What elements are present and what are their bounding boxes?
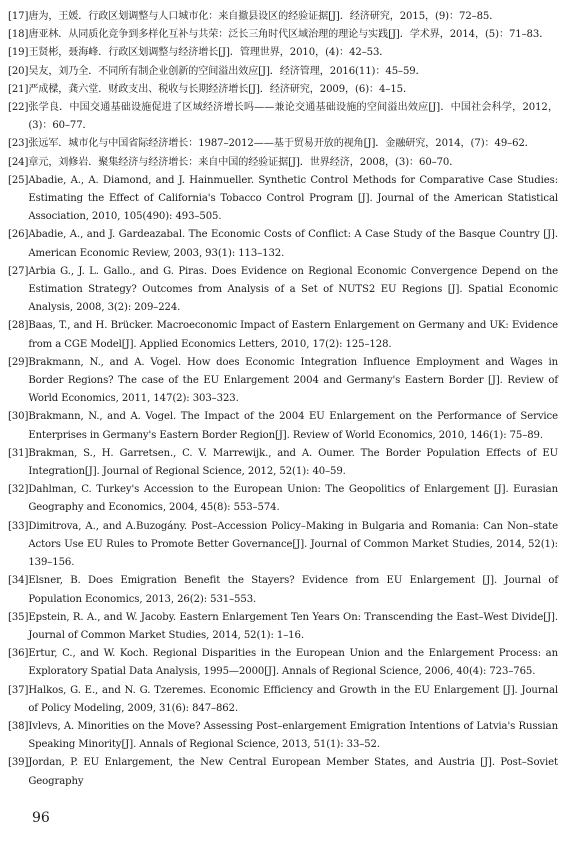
reference-text: 吴友，刘乃全．不同所有制企业创新的空间溢出效应[J]．经济管理，2016(11)：45–59． [28,65,426,77]
reference-text: Baas, T., and H. Brücker. Macroeconomic Impact of Eastern Enlargement on Germany and UK: Evidence from a CGE Model[J]. Applied Economics Letters, 2010, 17(2): 125–128. [28,320,558,350]
reference-item [8,572,558,608]
reference-number: [17] [8,11,29,22]
reference-item [8,354,558,409]
reference-text: Elsner, B. Does Emigration Benefit the Stayers? Evidence from EU Enlargement [J]. Journal of Population Economics, 2013, 26(2): 531–553. [28,575,558,605]
reference-text: 张学良．中国交通基础设施促进了区域经济增长吗——兼论交通基础设施的空间溢出效应[J]．中国社会科学，2012，(3)：60–77． [28,102,558,132]
reference-item [8,226,558,262]
reference-text: Brakmann, N., and A. Vogel. How does Economic Integration Influence Employment and Wages in Border Regions? The case of the EU Enlargement 2004 and Germany's Eastern Border [J]. Review of World Economics, 2011, 147(2): 303–323. [28,356,558,405]
reference-number: [33] [8,520,29,532]
reference-item [8,754,558,790]
reference-item [8,682,558,718]
reference-text: Arbia G., J. L. Gallo., and G. Piras. Does Evidence on Regional Economic Convergence Depend on the Estimation Strategy? Outcomes from Analysis of a Set of NUTS2 EU Regions [J]. Spatial Economic Analysis, 2008, 3(2): 209–224. [28,265,558,314]
reference-text: Epstein, R. A., and W. Jacoby. Eastern Enlargement Ten Years On: Transcending the East–West Divide[J]. Journal of Common Market Studies, 2014, 52(1): 1–16. [28,611,558,641]
reference-text: 严成樑，龚六堂．财政支出、税收与长期经济增长[J]．经济研究，2009，(6)：4–15． [28,83,413,95]
reference-number: [22] [8,102,29,114]
reference-number: [20] [8,65,29,77]
reference-item [8,99,558,135]
reference-number: [35] [8,611,29,623]
reference-list [8,8,558,791]
reference-number: [32] [8,484,29,496]
reference-number: [26] [8,229,29,241]
reference-number: [27] [8,265,29,277]
reference-item [8,718,558,754]
reference-number: [37] [8,684,29,696]
reference-number: [39] [8,757,29,769]
reference-text: Dahlman, C. Turkey's Accession to the European Union: The Geopolitics of Enlargement [J]. Eurasian Geography and Economics, 2004, 45(8): 553–574. [28,484,558,514]
reference-text: Halkos, G. E., and N. G. Tzeremes. Economic Efficiency and Growth in the EU Enlargement [J]. Journal of Policy Modeling, 2009, 31(6): 847–862. [28,684,558,714]
reference-item [8,172,558,227]
reference-number: [38] [8,720,29,732]
reference-number: [18] [8,29,29,41]
reference-number: [25] [8,174,29,186]
reference-number: [34] [8,575,29,587]
reference-number: [28] [8,320,29,332]
reference-text: 唐为，王媛．行政区划调整与人口城市化：来自撤县设区的经验证据[J]．经济研究，2015，(9)：72–85． [28,11,500,22]
reference-text: 张远军．城市化与中国省际经济增长：1987–2012——基于贸易开放的视角[J]．金融研究，2014，(7)：49–62． [28,138,535,150]
reference-item [8,445,558,481]
reference-item [8,81,558,99]
reference-text: Jordan, P. EU Enlargement, the New Central European Member States, and Austria [J]. Post–Soviet Geography [28,757,558,787]
reference-text: Dimitrova, A., and A.Buzogány. Post–Accession Policy–Making in Bulgaria and Romania: Can Non–state Actors Use EU Rules to Promote Better Governance[J]. Journal of Common Market Studies, 2014, 52(1): 139–156. [28,520,558,569]
reference-item [8,44,558,62]
reference-text: 唐亚林．从同质化竞争到多样化互补与共荣：泛长三角时代区域治理的理论与实践[J]．学术界，2014，(5)：71–83． [28,29,550,41]
reference-number: [21] [8,83,29,95]
reference-item [8,317,558,353]
reference-item [8,645,558,681]
reference-number: [31] [8,447,29,459]
reference-text: Brakman, S., H. Garretsen., C. V. Marrewijk., and A. Oumer. The Border Population Effects of EU Integration[J]. Journal of Regional Science, 2012, 52(1): 40–59. [28,447,558,478]
reference-text: Ivlevs, A. Minorities on the Move? Assessing Post–enlargement Emigration Intentions of Latvia's Russian Speaking Minority[J]. Annals of Regional Science, 2013, 51(1): 33–52. [28,720,558,751]
reference-item [8,518,558,573]
reference-text: 王贤彬，聂海峰．行政区划调整与经济增长[J]．管理世界，2010，(4)：42–53． [28,47,390,59]
reference-item [8,8,558,26]
reference-item [8,26,558,44]
reference-text: Abadie, A., and J. Gardeazabal. The Economic Costs of Conflict: A Case Study of the Basque Country [J]. American Economic Review, 2003, 93(1): 113–132. [28,229,558,259]
reference-text: Ertur, C., and W. Koch. Regional Disparities in the European Union and the Enlargement Process: an Exploratory Spatial Data Analysis, 1995—2000[J]. Annals of Regional Science, 2006, 40(4): 723–765. [28,648,558,678]
reference-number: [23] [8,138,29,150]
reference-number: [29] [8,356,29,368]
reference-text: 章元，刘修岩．聚集经济与经济增长：来自中国的经验证据[J]．世界经济，2008，(3)：60–70． [28,156,460,168]
reference-text: Abadie, A., A. Diamond, and J. Hainmueller. Synthetic Control Methods for Comparative Case Studies: Estimating the Effect of California's Tobacco Control Program [J]. Journal of the American Statistical Association, 2010, 105(490): 493–505. [28,174,558,223]
reference-item [8,408,558,444]
page-number: 96 [32,810,50,826]
reference-number: [30] [8,411,29,423]
reference-number: [19] [8,47,29,59]
reference-item [8,135,558,153]
reference-item [8,63,558,81]
reference-item [8,481,558,517]
reference-item [8,609,558,645]
reference-text: Brakmann, N., and A. Vogel. The Impact of the 2004 EU Enlargement on the Performance of Service Enterprises in Germany's Eastern Border Region[J]. Review of World Economics, 2010, 146(1): 75–89. [28,411,558,441]
reference-item [8,263,558,318]
reference-number: [36] [8,648,29,660]
reference-number: [24] [8,156,29,168]
reference-item [8,154,558,172]
